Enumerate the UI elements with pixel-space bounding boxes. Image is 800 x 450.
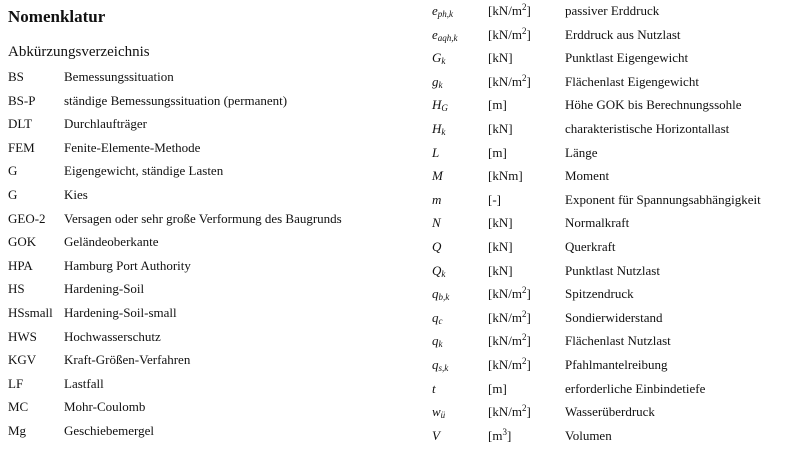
symbol-unit [488,309,531,327]
abbreviation-description: ständige Bemessungssituation (permanent) [64,92,288,108]
symbol-unit [488,356,531,374]
symbol-description: Punktlast Nutzlast [565,262,660,278]
unit-closing-bracket: ] [526,286,531,302]
unit-exponent: 2 [521,332,527,343]
symbol-subscript: aqh,k [437,32,458,43]
symbol-description: erforderliche Einbindetiefe [565,380,706,396]
unit-exponent: 2 [521,25,527,36]
symbol-description: Spitzendruck [565,286,634,302]
symbol-description: Normalkraft [565,215,630,231]
abbreviation-description: Fenite-Elemente-Methode [64,139,201,155]
abbreviation-description: Kraft-Größen-Verfahren [64,352,191,368]
unit-closing-bracket: ] [526,73,531,89]
symbol-unit [488,285,531,303]
abbreviation-key: MC [8,399,29,415]
abbreviation-description: Hardening-Soil-small [64,304,177,320]
unit-text: [kN/m [488,356,522,372]
symbol-unit [488,332,531,350]
abbreviation-key: KGV [8,352,37,368]
abbreviation-description: Hardening-Soil [64,281,145,297]
symbol [432,356,448,374]
symbol-unit [488,262,513,280]
unit-text: [m] [488,380,507,396]
symbol-letter: w [432,404,441,420]
symbol-subscript: s,k [438,362,449,373]
abbreviation-key: BS [8,69,24,84]
symbol-unit [488,427,511,445]
symbol-description: Volumen [565,427,612,443]
symbol-unit [488,49,513,67]
symbol-description: charakteristische Horizontallast [565,120,730,136]
symbol-letter: e [432,26,438,42]
symbol-unit [488,144,507,162]
unit-text: [m [488,427,503,443]
abbreviation-description: Hamburg Port Authority [64,257,191,273]
unit-text: [kN/m [488,404,522,420]
symbol-unit [488,403,531,421]
symbol-description: Punktlast Eigengewicht [565,50,689,66]
symbol [432,427,440,445]
symbol [432,73,443,91]
unit-text: [kN] [488,238,513,254]
symbol-letter: N [432,215,441,231]
abbreviation-key: FEM [8,139,35,155]
symbol-unit [488,73,531,91]
symbol-description: Länge [565,144,598,160]
symbol-description: Exponent für Spannungsabhängigkeit [565,191,761,207]
abbreviation-key: HPA [8,257,33,273]
symbol-unit [488,26,531,44]
unit-exponent: 3 [502,426,507,437]
symbol [432,214,441,232]
unit-text: [kNm] [488,168,523,184]
symbol-letter: L [432,144,440,160]
abbreviation-description: Lastfall [64,375,104,391]
symbol [432,191,441,209]
symbol-subscript: c [438,315,443,326]
abbreviation-key: HSsmall [8,304,53,320]
abbreviation-description: Bemessungssituation [64,69,174,84]
symbol-subscript: k [441,126,446,137]
unit-text: [kN/m [488,73,522,89]
symbol-subscript: ph,k [437,9,454,19]
section-subtitle: Abkürzungsverzeichnis [8,44,150,60]
unit-text: [-] [488,191,501,207]
symbol-description: Flächenlast Nutzlast [565,333,671,349]
symbol-unit [488,380,507,398]
symbol-subscript: G [441,103,448,114]
abbreviation-description: Geländeoberkante [64,234,159,250]
symbol-description: Wasserüberdruck [565,404,655,420]
symbol [432,380,436,398]
symbol-unit [488,238,513,256]
symbol-unit [488,120,513,138]
symbol [432,262,445,280]
abbreviation-key: Mg [8,422,27,438]
symbol-description: Querkraft [565,238,616,254]
symbol-description: passiver Erddruck [565,3,660,18]
symbol [432,167,443,185]
unit-text: [kN] [488,215,513,231]
unit-closing-bracket: ] [526,26,531,42]
abbreviation-key: BS-P [8,92,36,108]
symbol [432,403,445,421]
unit-text: [m] [488,97,507,113]
page-title: Nomenklatur [8,7,106,26]
symbol-letter: H [432,120,442,136]
symbol-unit [488,167,523,185]
symbol-description: Pfahlmantelreibung [565,356,668,372]
abbreviation-description: Eigengewicht, ständige Lasten [64,163,224,179]
unit-closing-bracket: ] [526,404,531,420]
symbol-letter: Q [432,262,442,278]
symbol-letter: m [432,191,442,207]
unit-text: [kN/m [488,3,522,18]
symbol-unit [488,191,501,209]
abbreviation-description: Durchlaufträger [64,116,148,132]
abbreviation-key: DLT [8,116,33,132]
unit-text: [kN] [488,50,513,66]
abbreviation-key: GOK [8,234,37,250]
symbol-letter: q [432,286,439,302]
abbreviation-key: HWS [8,328,37,344]
unit-exponent: 2 [521,355,527,366]
symbol-unit [488,2,531,20]
symbol-letter: H [432,97,442,113]
unit-closing-bracket: ] [506,427,512,443]
abbreviation-description: Versagen oder sehr große Verformung des Baugrunds [64,210,342,226]
unit-text: [kN/m [488,309,522,325]
symbol [432,96,448,114]
unit-text: [kN/m [488,333,522,349]
symbol-letter: e [432,3,438,18]
abbreviation-description: Hochwasserschutz [64,328,161,344]
unit-closing-bracket: ] [526,3,531,18]
symbol-description: Flächenlast Eigengewicht [565,73,699,89]
symbol-letter: q [432,333,439,349]
symbol-letter: g [432,73,439,89]
unit-exponent: 2 [521,403,527,414]
unit-exponent: 2 [521,308,527,319]
symbol-letter: M [432,168,443,184]
symbol-description: Erddruck aus Nutzlast [565,26,681,42]
symbol-unit [488,96,507,114]
symbol-subscript: k [438,339,443,350]
symbol-letter: t [432,380,436,396]
symbol [432,309,443,327]
symbol-letter: q [432,309,439,325]
symbol [432,120,445,138]
symbol-subscript: k [441,268,446,279]
symbol [432,238,441,256]
symbol [432,285,449,303]
unit-closing-bracket: ] [526,333,531,349]
abbreviation-key: GEO-2 [8,210,46,226]
symbol [432,144,439,162]
symbol-description: Sondierwiderstand [565,309,663,325]
abbreviation-key: G [8,186,18,202]
symbol-letter: Q [432,238,442,254]
abbreviation-description: Geschiebemergel [64,422,154,438]
symbol-unit [488,214,513,232]
abbreviation-description: Kies [64,186,88,202]
unit-text: [kN/m [488,26,522,42]
unit-closing-bracket: ] [526,309,531,325]
unit-exponent: 2 [521,72,527,83]
symbol-letter: V [432,427,440,443]
symbol-subscript: ü [440,410,446,421]
symbol-subscript: b,k [438,292,450,303]
unit-text: [kN] [488,262,513,278]
unit-text: [m] [488,144,507,160]
symbol [432,49,445,67]
symbol-subscript: k [438,79,443,90]
symbol-letter: q [432,356,439,372]
symbol [432,332,443,350]
symbol [432,26,458,44]
unit-closing-bracket: ] [526,356,531,372]
abbreviation-description: Mohr-Coulomb [64,399,146,415]
symbol-description: Höhe GOK bis Berechnungssohle [565,97,742,113]
unit-text: [kN] [488,120,513,136]
symbol-subscript: k [441,56,446,67]
symbol-description: Moment [565,168,610,184]
abbreviation-key: LF [8,375,24,391]
unit-exponent: 2 [521,2,527,12]
symbol [432,2,453,20]
abbreviation-key: G [8,163,18,179]
unit-text: [kN/m [488,286,522,302]
unit-exponent: 2 [521,285,527,296]
abbreviation-key: HS [8,281,25,297]
symbol-letter: G [432,50,442,66]
